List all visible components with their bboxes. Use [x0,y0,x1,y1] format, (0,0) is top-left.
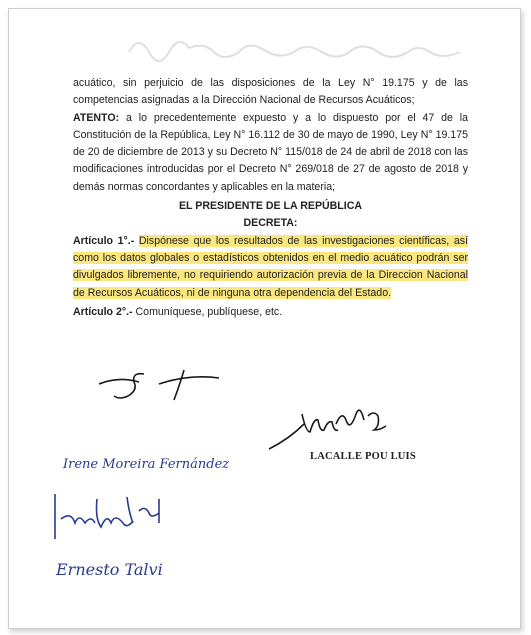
signature-ernesto-talvi-text: Ernesto Talvi [56,560,163,579]
signature-middle [47,489,187,544]
paragraph-intro: acuático, sin perjuicio de las disposiciones de la Ley N° 19.175 y de las competencias asignadas a la Dirección Nacional de Recursos Acuáticos; [73,77,468,107]
paragraph-atento [73,110,468,196]
signatory-name: LACALLE POU LUIS [310,451,416,462]
letterhead-watermark [119,27,521,67]
signature-irene-moreira-text: Irene Moreira Fernández [63,457,230,472]
document-body [73,75,468,321]
atento-label: ATENTO: [73,111,120,124]
atento-text: a lo precedentemente expuesto y a lo dispuesto por el 47 de la Constitución de la República, Ley N° 16.112 de 30 de mayo de 1990, Ley N° 19.175 de 20 de diciembre de 2013 y su Decreto N° 115/018 de 24 de abril de 2018 con las modificaciones introducidas por el Decreto N° 269/018 de 27 de agosto de 2018 y demás normas concordantes y aplicables en la materia; [73,111,468,193]
article-2-text: Comuníquese, publíquese, etc. [132,305,283,318]
document-page [8,8,521,629]
signature-top-left [89,364,239,404]
paragraph-article-1 [73,233,468,302]
article-1-label: Artículo 1°.- [73,234,135,247]
paragraph-article-2 [73,304,468,321]
signature-irene-moreira [59,449,249,475]
article-1-text: Dispónese que los resultados de las investigaciones científicas, así como los datos globales o estadísticos obtenidos en el medio acuático podrán ser divulgados libremente, no requiriendo autorización previa de la Direccion Nacional de Recursos Acuáticos, ni de ninguna otra dependencia del Estado. [73,234,468,299]
article-2-label: Artículo 2°.- [73,305,133,318]
heading-president: EL PRESIDENTE DE LA REPÚBLICA [178,200,363,213]
heading-decreta: DECRETA: [243,217,298,230]
signature-president [264,404,424,454]
signature-ernesto-talvi [54,549,184,591]
